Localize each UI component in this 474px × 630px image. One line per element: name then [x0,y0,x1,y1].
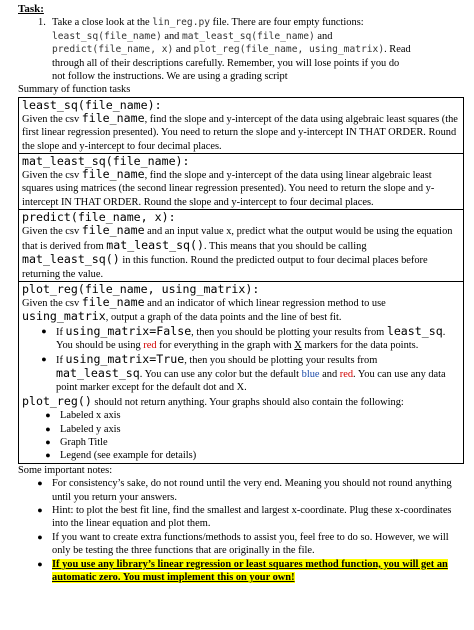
bullet-icon: ● [45,450,51,461]
desc-text: . This means that you should be calling [204,240,367,252]
task-text: not follow the instructions. We are using a grading script [52,71,288,83]
code-file-name: file_name [81,223,145,238]
list-item-label: Legend (see example for details) [60,450,197,462]
code-file-name: file_name [81,294,145,309]
desc-text: , then you should be plotting your results from [191,326,387,338]
function-summary-table [18,97,464,464]
notes-label: Some important notes: [18,464,113,476]
plot-reg-requirements [22,395,460,409]
code-fn-mat-least-sq: mat_least_sq(file_name) [181,30,315,42]
desc-text: Given the csv [22,226,82,238]
code-file-name: file_name [81,167,145,182]
desc-text: , then you should be plotting your results from [184,354,378,366]
function-cell-mat-least-sq [19,153,463,209]
desc-text: . You can use any data point marker except for the default dot and X. [56,368,446,394]
list-item [18,558,468,585]
desc-text: and an indicator of which linear regression method to use [144,297,386,309]
task-text: file. There are four empty functions: [210,17,364,29]
desc-text: for everything in the graph with [156,340,295,352]
list-item-label: Graph Title [60,436,108,448]
color-word-red: red [339,368,354,380]
task-title: Task: [18,3,44,15]
desc-text: , find the slope and y-intercept of the data using linear algebraic least squares using matrices (the second linear regression presented). You need to return the slope and y-intercept IN THAT ORDER. Round the slope and y-intercept to four decimal places. [22,170,435,208]
desc-text: and an input value x, predict what the output would be using the equation that is derived from [22,226,453,252]
bullet-icon: ● [37,505,43,515]
list-item [22,423,460,436]
function-header: mat_least_sq(file_name): [22,154,190,169]
desc-text: Given the csv [22,297,82,309]
desc-text: in this function. Round the predicted output to four decimal places before returning the value. [22,255,428,280]
list-item [18,477,468,504]
desc-text: If [56,354,66,366]
desc-text: If [56,326,66,338]
bullet-icon: ● [41,325,47,336]
function-cell-plot-reg [19,281,463,463]
desc-text: , output a graph of the data points and the line of best fit. [105,312,342,324]
code-using-matrix-true: using_matrix=True [65,351,185,366]
desc-text: . You should be using [56,326,446,352]
list-item [22,436,460,449]
bullet-icon: ● [45,436,51,447]
task-text: and [161,30,182,42]
note-text: For consistency’s sake, do not round until the very end. Meaning you should not round anything until you return your answers. [52,478,452,503]
bullet-icon: ● [37,478,43,489]
function-cell-predict [19,209,463,281]
function-header: least_sq(file_name): [22,97,162,112]
task-text: through all of their descriptions carefully. Remember, you will lose points if you do [52,57,400,69]
desc-text: markers for the data points. [301,340,419,352]
bullet-icon: ● [41,353,47,364]
desc-text: Given the csv [22,113,82,125]
desc-text: should not return anything. Your graphs should also contain the following: [91,396,404,408]
code-mat-least-sq: mat_least_sq() [22,252,120,267]
function-header: predict(file_name, x): [22,210,176,225]
function-cell-least-sq [19,98,463,153]
code-using-matrix-false: using_matrix=False [65,323,192,338]
list-item [22,449,460,462]
important-notes [18,464,468,585]
task-text: and [173,44,194,56]
note-text: If you want to create extra functions/methods to assist you, feel free to do so. However, we will only be testing the three functions that are originally in the file. [52,531,449,557]
desc-text: Given the csv [22,170,82,182]
summary-label: Summary of function tasks [18,84,131,96]
code-fn-predict: predict(file_name, x) [52,44,174,56]
list-item [22,353,460,395]
task-text: and [314,30,333,42]
code-fn-least-sq: least_sq(file_name) [52,30,162,42]
bullet-icon: ● [37,558,43,569]
color-word-blue: blue [301,368,320,380]
task-item-1 [38,16,464,83]
bullet-icon: ● [45,423,51,434]
code-fn-plot-reg: plot_reg(file_name, using_matrix) [193,44,385,56]
code-mat-least-sq: mat_least_sq [56,365,140,380]
code-using-matrix: using_matrix [22,309,106,324]
task-text: Take a close look at the [52,17,153,29]
code-file-name: file_name [81,110,145,125]
bullet-icon: ● [37,531,43,542]
task-number: 1. [38,17,46,29]
plot-mode-list [22,325,460,395]
function-description [22,112,460,153]
color-word-red: red [143,340,157,352]
desc-text: . You can use any color but the default [139,368,302,380]
list-item [18,504,468,531]
graph-requirements-list [22,409,460,463]
list-item-label: Labeled x axis [60,410,121,422]
task-description [52,16,464,83]
function-description [22,168,460,209]
list-item [22,409,460,422]
function-description [22,224,460,281]
marker-x-word: X [294,340,302,352]
function-header: plot_reg(file_name, using_matrix): [22,281,260,296]
bullet-icon: ● [45,410,51,421]
warning-note: If you use any library’s linear regression or least squares method function, you will get an automatic zero. You must implement this on your own! [52,558,448,584]
list-item [22,325,460,353]
code-mat-least-sq: mat_least_sq() [106,237,204,252]
note-text: Hint: to plot the best fit line, find the smallest and largest x-coordinate. Plug these x-coordinates into the linear equation and plot them. [52,505,452,530]
list-item [18,531,468,558]
desc-text: , find the slope and y-intercept of the data using algebraic least squares (the first linear regression presented). You need to return the slope and y-intercept IN THAT ORDER. Round the slope and y-intercept to four decimal places. [22,113,458,152]
task-text: . Read [384,44,411,56]
code-least-sq: least_sq [386,323,443,338]
code-plot-reg: plot_reg() [22,393,92,408]
list-item-label: Labeled y axis [60,423,121,435]
desc-text: and [319,368,340,380]
notes-list [18,477,468,584]
function-description [22,296,460,325]
code-filename: lin_reg.py [152,17,211,29]
